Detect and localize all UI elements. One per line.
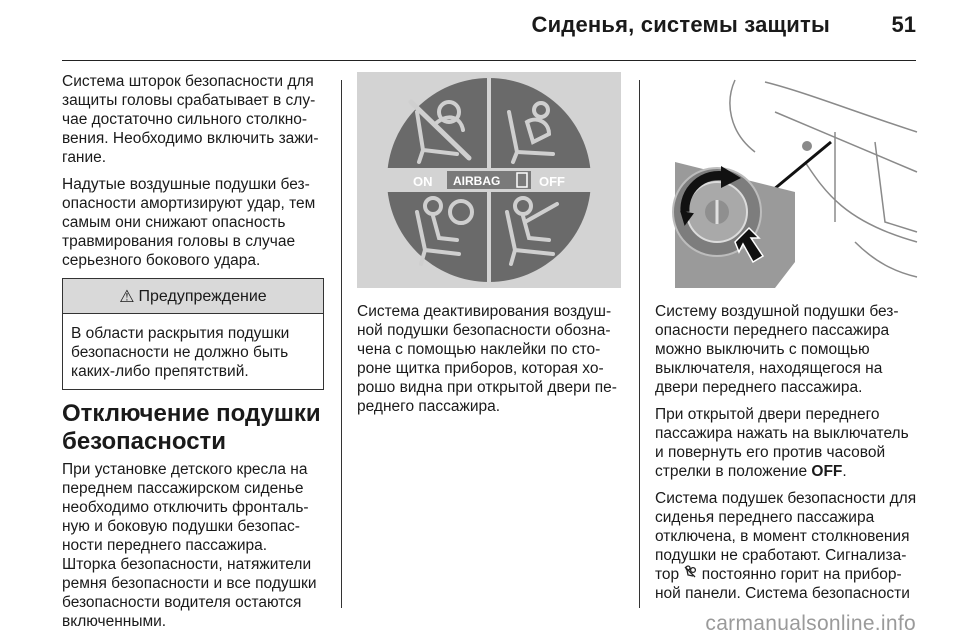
label-off: OFF bbox=[539, 174, 565, 189]
paragraph: Система подушек безопасности для сиденья переднего пассажира отключена, в момент столкновения подушки не сработают. Сигнализа-тор постоянно горит на прибор-ной панели. Система безопасности bbox=[655, 490, 917, 602]
paragraph: При установке детского кресла на переднем пассажирском сиденье необходимо отключить фронталь-ную и боковую подушки безопас-ности переднего пассажира. bbox=[62, 461, 309, 554]
warning-box bbox=[62, 278, 324, 390]
airbag-sticker-figure bbox=[357, 72, 621, 288]
warning-title: Предупреждение bbox=[138, 287, 267, 305]
column-left bbox=[62, 72, 324, 639]
column-divider bbox=[639, 80, 640, 608]
page-title: Сиденья, системы защиты bbox=[531, 12, 830, 37]
column-middle bbox=[357, 72, 621, 424]
airbag-off-lamp-icon bbox=[683, 565, 697, 584]
label-on: ON bbox=[413, 174, 433, 189]
label-airbag: AIRBAG bbox=[453, 174, 501, 188]
watermark: carmanualsonline.info bbox=[705, 612, 916, 635]
paragraph: Надутые воздушные подушки без-опасности амортизируют удар, тем самым они снижают опасность травмирования головы в случае серьезного бокового удара. bbox=[62, 176, 316, 269]
door-switch-figure bbox=[655, 72, 919, 288]
page-header bbox=[0, 0, 960, 60]
figure-caption: Система деактивирования воздуш-ной подушки безопасности обозна-чена с помощью наклейки по сто-роне щитка приборов, которая хо-рошо видна при открытой двери пе-реднего пассажира. bbox=[357, 303, 617, 415]
column-divider bbox=[341, 80, 342, 608]
paragraph: Систему воздушной подушки без-опасности переднего пассажира можно выключить с помощью выключателя, находящегося на двери переднего пассажира. bbox=[655, 303, 899, 396]
warning-header bbox=[63, 279, 323, 314]
column-right bbox=[655, 72, 920, 611]
warning-text: В области раскрытия подушки безопасности не должно быть каких-либо препятствий. bbox=[71, 325, 290, 380]
section-heading: Отключение подушки безопасности bbox=[62, 400, 321, 455]
paragraph: Шторка безопасности, натяжители ремня безопасности и все подушки безопасности водителя остаются включенными. bbox=[62, 556, 317, 630]
warning-triangle-icon: ⚠ bbox=[119, 286, 135, 306]
page-number: 51 bbox=[891, 12, 916, 37]
off-label: OFF bbox=[811, 463, 843, 480]
header-divider bbox=[62, 60, 916, 61]
paragraph: Система шторок безопасности для защиты головы срабатывает в слу-чае достаточно сильного столкно-вения. Необходимо включить зажи-гание. bbox=[62, 73, 319, 166]
paragraph: При открытой двери переднего пассажира нажать на выключатель и повернуть его против часовой стрелки в положение OFF. bbox=[655, 406, 909, 480]
